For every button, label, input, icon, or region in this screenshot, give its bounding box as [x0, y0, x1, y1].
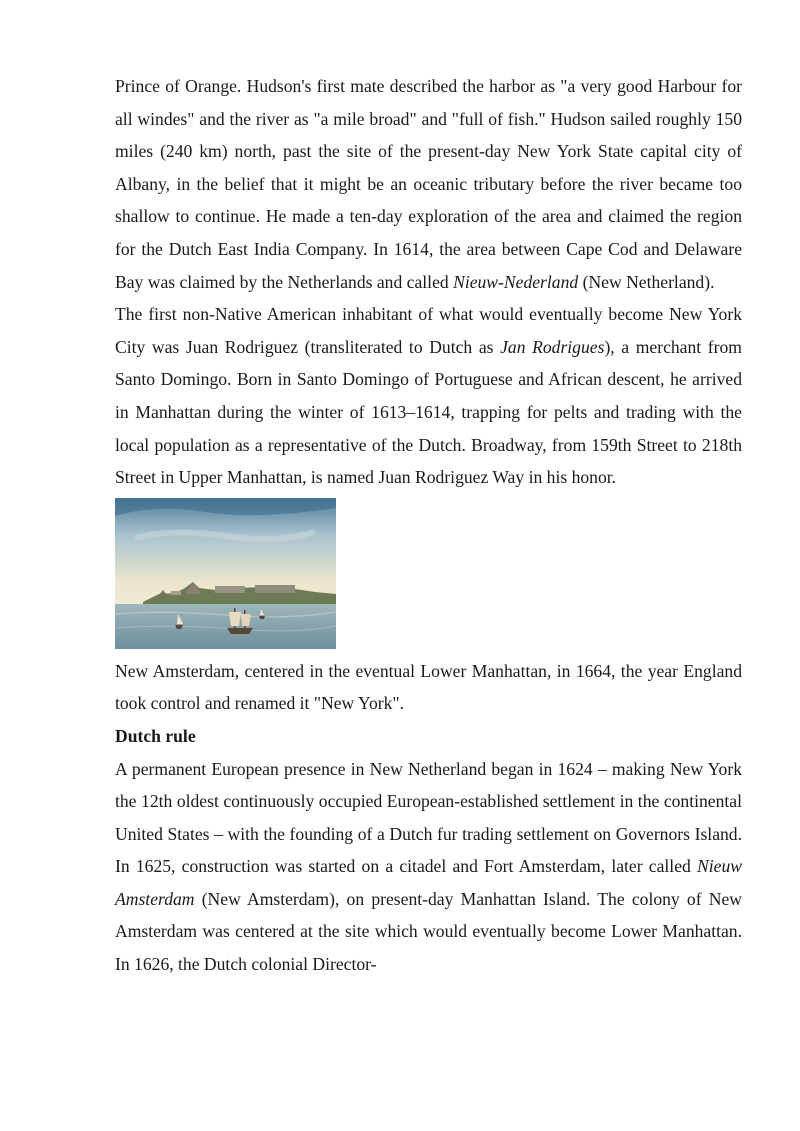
paragraph-text: (New Netherland). — [578, 271, 715, 292]
italic-term: Jan Rodrigues — [500, 336, 605, 357]
paragraph-text: (New Amsterdam), on present-day Manhattan Island. The colony of New Amsterdam was centered at the site which would eventually become Lower Manhattan. In 1626, the Dutch colonial Director- — [115, 888, 742, 975]
paragraph-text: ), a merchant from Santo Domingo. Born in Santo Domingo of Portuguese and African descent, he arrived in Manhattan during the winter of 1613–1614, trapping for pelts and trading with the local population as a representative of the Dutch. Broadway, from 159th Street to 218th Street in Upper Manhattan, is named Juan Rodriguez Way in his honor. — [115, 336, 742, 488]
italic-term: Nieuw-Nederland — [453, 271, 579, 292]
section-heading: Dutch rule — [115, 725, 196, 746]
paragraph-rodriguez — [115, 298, 742, 494]
paragraph-hudson — [115, 70, 742, 298]
italic-term: Nieuw Amsterdam — [115, 856, 742, 909]
paragraph-text: Prince of Orange. Hudson's first mate described the harbor as "a very good Harbour for all windes" and the river as "a mile broad" and "full of fish." Hudson sailed roughly 150 miles (240 km) north, past the site of the present-day New York State capital city of Albany, in the belief that it might be an oceanic tributary before the river became too shallow to continue. He made a ten-day exploration of the area and claimed the region for the Dutch East India Company. In 1614, the area between Cape Cod and Delaware Bay was claimed by the Netherlands and called — [115, 76, 742, 292]
paragraph-text: The first non-Native American inhabitant of what would eventually become New York City was Juan Rodriguez (transliterated to Dutch as — [115, 304, 742, 357]
document-page — [115, 70, 742, 981]
paragraph-text: A permanent European presence in New Netherland began in 1624 – making New York the 12th oldest continuously occupied European-established settlement in the continental United States – with the founding of a Dutch fur trading settlement on Governors Island. In 1625, construction was started on a citadel and Fort Amsterdam, later called — [115, 758, 742, 877]
figure-caption: New Amsterdam, centered in the eventual Lower Manhattan, in 1664, the year England took control and renamed it "New York". — [115, 660, 742, 714]
new-amsterdam-painting — [115, 498, 336, 649]
paragraph-dutch-rule — [115, 753, 742, 981]
